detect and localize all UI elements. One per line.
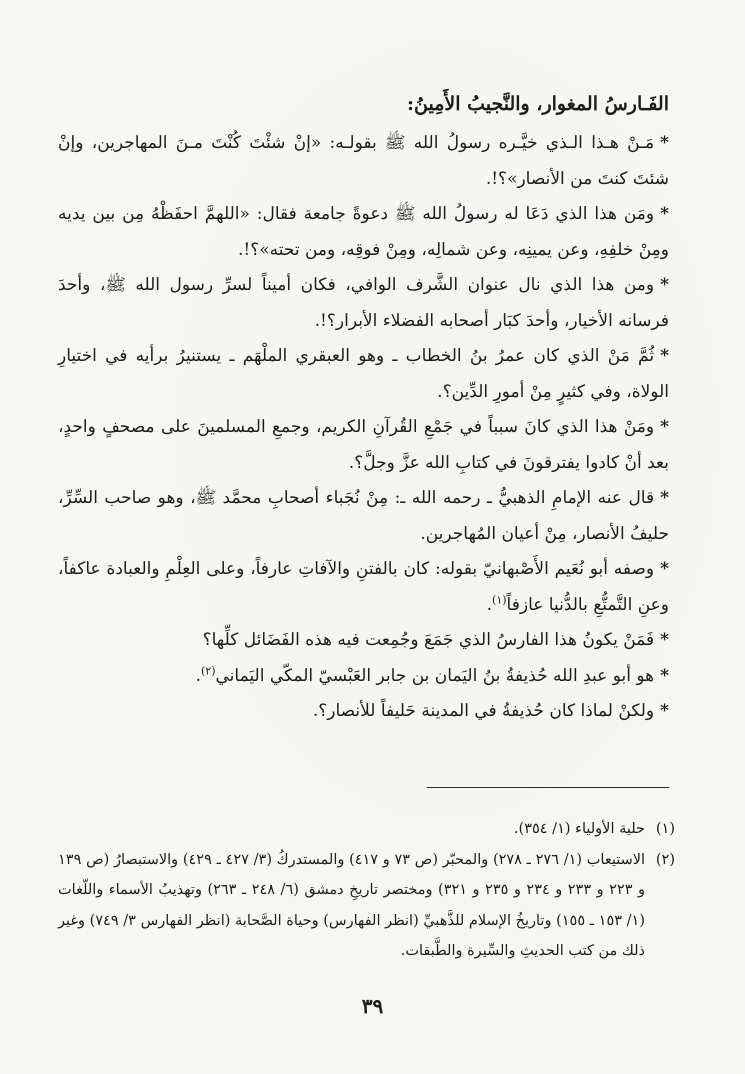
paragraph-text: قال عنه الإمامِ الذهبيُّ ـ رحمه الله ـ: مِنْ نُجَباء أصحابِ محمَّد ﷺ، وهو صاحب السِّرِّ، حليفُ الأنصار، مِنْ أعيان المُهاجرين. [58, 488, 669, 544]
paragraph-6 [58, 481, 669, 552]
footnote-2 [58, 845, 675, 967]
paragraph-end-mark: . [486, 594, 493, 615]
bullet-star-icon: * [660, 346, 669, 366]
bullet-star-icon: * [660, 665, 669, 686]
paragraph-text: ولكنْ لماذا كان حُذيفةُ في المدينة حَليفاً للأنصار؟. [312, 701, 655, 721]
paragraph-text: ومن هذا الذي نال عنوان الشَّرف الوافي، فكان أميناً لسرِّ رسول الله ﷺ، وأحدَ فرسانه الأخيار، وأحدَ كبَار أصحابه الفضلاء الأبرار؟!. [58, 275, 669, 331]
paragraph-9 [58, 659, 669, 695]
footnote-number: (١) [655, 821, 675, 837]
footnote-divider [427, 787, 669, 788]
bullet-star-icon: * [660, 488, 669, 508]
paragraph-5 [58, 410, 669, 481]
paragraph-text: فَمَنْ يكونُ هذا الفارسُ الذي جَمَعَ وجُمِعت فيه هذه الفَضَائل كلِّها؟ [202, 630, 655, 650]
bullet-star-icon: * [660, 133, 669, 153]
footnote-text: الاستيعاب (١/ ٢٧٦ ـ ٢٧٨) والمحبّر (ص ٧٣ و ٤١٧) والمستدركُ (٣/ ٤٢٧ ـ ٤٢٩) والاستبصارُ (ص ١٣٩ و ٢٢٣ و ٢٣٣ و ٢٣٤ و ٢٣٥ و ٣٢١) ومختصر تاريخِ دمشق (٦/ ٢٤٨ ـ ٢٦٣) وتهذيبُ الأسماء واللّغات (١/ ١٥٣ ـ ١٥٥) وتاريخُ الإسلام للذَّهبيِّ (انظر الفهارس) وحياة الصَّحابة (انظر الفهارس ٣/ ٧٤٩) وغير ذلك من كتب الحديثِ والسِّيرة والطَّبقات. [58, 851, 646, 959]
paragraph-10 [58, 694, 669, 730]
bullet-star-icon: * [660, 417, 669, 437]
footnote-text: حلية الأولياء (١/ ٣٥٤). [513, 821, 645, 837]
paragraph-text: مَـنْ هـذا الـذي خيَّـره رسولُ الله ﷺ بقولـه: «إنْ شئْتَ كُنْتَ مـنَ المهاجرين، وإنْ شئتَ كنتَ من الأنصار»؟!. [58, 133, 669, 189]
paragraph-end-mark: . [195, 665, 201, 686]
section-heading: الفَـارسُ المغوار، والنَّجيبُ الأَمِينُ: [406, 93, 669, 115]
footnote-1 [58, 814, 675, 845]
bullet-star-icon: * [660, 559, 669, 579]
paragraph-text: وصفه أبو نُعَيم الأَصْبهانيّ بقوله: كان بالفتنِ والآفاتِ عارفاً، وعلى العِلْمِ والعبادة عاكفاً، وعنِ التَّمتُّعِ بالدُّنيا عازفاً [58, 559, 669, 615]
bullet-star-icon: * [660, 204, 669, 224]
page-number: ٣٩ [361, 994, 384, 1018]
bullet-star-icon: * [660, 630, 669, 650]
paragraph-3 [58, 268, 669, 339]
bullet-star-icon: * [660, 275, 669, 295]
paragraph-text: ومَنْ هذا الذي كانَ سبباً في جَمْعِ القُرآنِ الكريم، وجمعِ المسلمينَ على مصحفٍ واحدٍ، بعد أنْ كادوا يفترقونَ في كتابِ الله عزَّ وجلَّ؟. [58, 417, 669, 473]
main-text [58, 84, 669, 730]
footnote-marker-2[interactable]: (٢) [200, 663, 216, 677]
paragraph-text: ثُمَّ مَنْ الذي كان عمرُ بنُ الخطاب ـ وهو العبقري الملْهَم ـ يستنيرُ برأيه في اختيارِ الولاة، وفي كثيرٍ مِنْ أمورِ الدِّين؟. [58, 346, 669, 402]
paragraph-text: هو أبو عبدِ الله حُذيفةُ بنُ اليَمان بن جابر العَبْسيّ المكّي اليَماني [215, 665, 655, 686]
footnote-number: (٢) [655, 851, 675, 868]
paragraph-2 [58, 197, 669, 268]
paragraph-7 [58, 552, 669, 623]
paragraph-8 [58, 623, 669, 659]
paragraph-text: ومَن هذا الذي دَعَا له رسولُ الله ﷺ دعوةً جامعة فقال: «اللهمَّ احفَظْهُ مِن بين يديه ومِنْ خلفِهِ، وعن يمينِه، وعن شمالِه، ومِنْ فوقِه، ومن تحته»؟!. [58, 204, 669, 260]
bullet-star-icon: * [660, 701, 669, 721]
paragraph-1 [58, 126, 669, 197]
footnote-marker-1[interactable]: (١) [492, 592, 507, 606]
footnotes [58, 814, 675, 967]
paragraph-4 [58, 339, 669, 410]
